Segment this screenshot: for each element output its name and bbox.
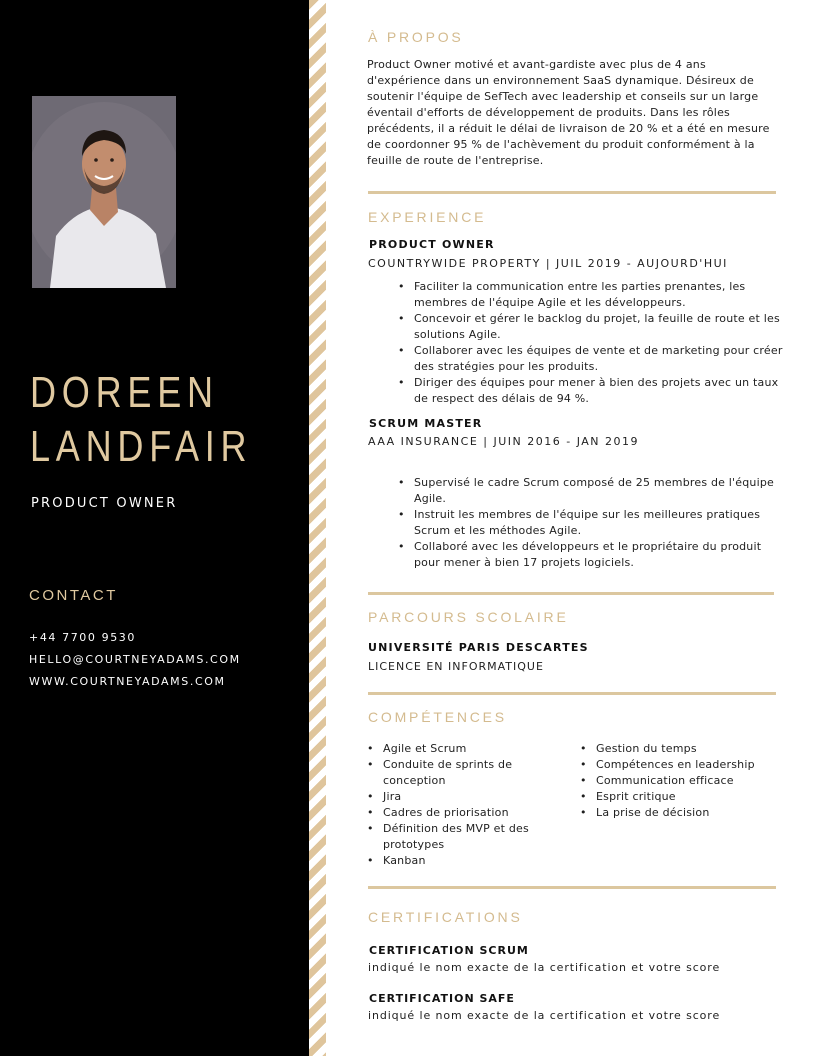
certification-title-1: CERTIFICATION SCRUM <box>369 944 529 957</box>
skills-list-right <box>580 741 790 821</box>
experience-heading: EXPERIENCE <box>368 209 487 225</box>
certification-title-2: CERTIFICATION SAFE <box>369 992 515 1005</box>
list-item: • La prise de décision <box>580 805 790 821</box>
education-heading: PARCOURS SCOLAIRE <box>368 609 569 625</box>
contact-heading: CONTACT <box>29 587 118 604</box>
list-item: • Kanban <box>367 853 547 869</box>
list-item: • Conduite de sprints de conception <box>367 757 547 789</box>
list-item: • Instruit les membres de l'équipe sur les meilleures pratiques Scrum et les méthodes Agile. <box>398 507 788 539</box>
education-degree: LICENCE EN INFORMATIQUE <box>368 660 544 673</box>
skills-divider <box>368 886 776 889</box>
list-item: • Communication efficace <box>580 773 790 789</box>
list-item: • Collaboré avec les développeurs et le propriétaire du produit pour mener à bien 17 projets logiciels. <box>398 539 788 571</box>
education-divider <box>368 692 776 695</box>
candidate-role: PRODUCT OWNER <box>31 496 178 511</box>
list-item: • Gestion du temps <box>580 741 790 757</box>
contact-email: HELLO@COURTNEYADAMS.COM <box>29 653 241 666</box>
certification-desc-2: indiqué le nom exacte de la certification et votre score <box>368 1009 721 1022</box>
certification-desc-1: indiqué le nom exacte de la certification et votre score <box>368 961 721 974</box>
job-bullets-1 <box>398 279 783 407</box>
list-item: • Jira <box>367 789 547 805</box>
list-item: • Compétences en leadership <box>580 757 790 773</box>
list-item: • Faciliter la communication entre les parties prenantes, les membres de l'équipe Agile et les développeurs. <box>398 279 783 311</box>
list-item: • Supervisé le cadre Scrum composé de 25 membres de l'équipe Agile. <box>398 475 788 507</box>
candidate-first-name: DOREEN <box>30 368 219 417</box>
job-meta-1: COUNTRYWIDE PROPERTY | JUIL 2019 - AUJOURD'HUI <box>368 257 728 270</box>
list-item: • Concevoir et gérer le backlog du projet, la feuille de route et les solutions Agile. <box>398 311 783 343</box>
job-title-1: PRODUCT OWNER <box>369 238 495 251</box>
skills-list-left <box>367 741 547 869</box>
list-item: • Définition des MVP et des prototypes <box>367 821 547 853</box>
experience-divider <box>368 592 774 595</box>
about-text: Product Owner motivé et avant-gardiste avec plus de 4 ans d'expérience dans un environnement SaaS dynamique. Désireux de soutenir l'équipe de SefTech avec leadership et conseils sur un large éventail d'efforts de développement de produits. Dans les rôles précédents, il a réduit le délai de livraison de 20 % et a été en mesure de coordonner 95 % de l'achèvement du produit conformément à la feuille de route de l'entreprise. <box>367 58 770 167</box>
certifications-heading: CERTIFICATIONS <box>368 909 523 925</box>
contact-phone: +44 7700 9530 <box>29 631 136 644</box>
list-item: • Agile et Scrum <box>367 741 547 757</box>
list-item: • Esprit critique <box>580 789 790 805</box>
job-bullets-2 <box>398 475 788 571</box>
job-meta-2: AAA INSURANCE | JUIN 2016 - JAN 2019 <box>368 435 639 448</box>
list-item: • Diriger des équipes pour mener à bien des projets avec un taux de respect des délais de 94 %. <box>398 375 783 407</box>
contact-website: WWW.COURTNEYADAMS.COM <box>29 675 226 688</box>
job-title-2: SCRUM MASTER <box>369 417 483 430</box>
list-item: • Cadres de priorisation <box>367 805 547 821</box>
candidate-last-name: LANDFAIR <box>30 422 253 471</box>
skills-heading: COMPÉTENCES <box>368 709 507 725</box>
about-divider <box>368 191 776 194</box>
about-heading: À PROPOS <box>368 29 464 45</box>
education-school: UNIVERSITÉ PARIS DESCARTES <box>368 641 589 654</box>
list-item: • Collaborer avec les équipes de vente et de marketing pour créer des stratégies pour les produits. <box>398 343 783 375</box>
